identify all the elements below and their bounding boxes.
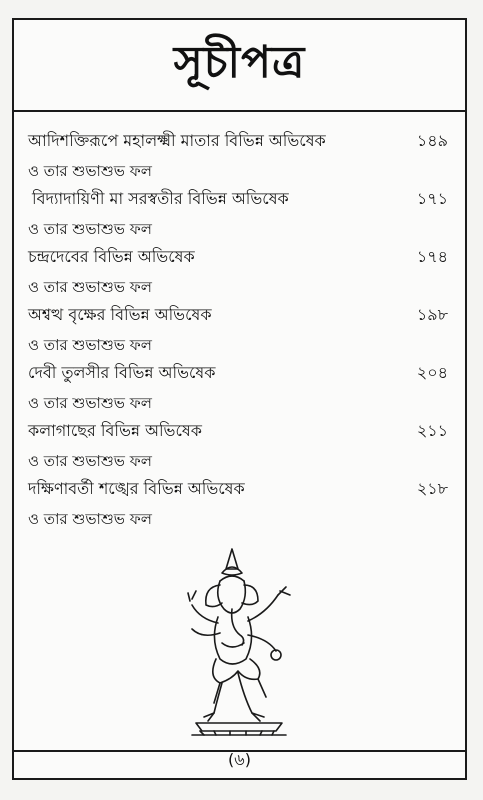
toc-entry — [28, 360, 448, 418]
toc-entry-title: অশ্বত্থ বৃক্ষের বিভিন্ন অভিষেক — [28, 305, 212, 324]
toc-entry-page: ২১৮ — [416, 479, 448, 498]
table-of-contents — [28, 120, 448, 534]
ganesha-illustration — [174, 547, 304, 747]
toc-entry — [28, 186, 448, 244]
toc-entry-subtitle: ও তার শুভাশুভ ফল — [28, 220, 152, 238]
toc-entry-title: আদিশক্তিরূপে মহালক্ষ্মী মাতার বিভিন্ন অভিষেক — [28, 131, 326, 150]
toc-entry — [28, 128, 448, 186]
title-box — [14, 20, 465, 112]
toc-entry-title: চন্দ্রদেবের বিভিন্ন অভিষেক — [28, 247, 195, 266]
toc-entry-page: ১৭৪ — [416, 247, 448, 266]
toc-entry — [28, 476, 448, 534]
toc-entry-title: দক্ষিণাবর্তী শঙ্খের বিভিন্ন অভিষেক — [28, 479, 245, 498]
toc-entry-title: বিদ্যাদায়িণী মা সরস্বতীর বিভিন্ন অভিষেক — [32, 189, 289, 208]
toc-entry — [28, 302, 448, 360]
page-number: (৬) — [228, 750, 251, 769]
toc-entry-subtitle: ও তার শুভাশুভ ফল — [28, 452, 152, 470]
toc-entry-subtitle: ও তার শুভাশুভ ফল — [28, 394, 152, 412]
toc-entry-title: দেবী তুলসীর বিভিন্ন অভিষেক — [28, 363, 216, 382]
toc-entry-subtitle: ও তার শুভাশুভ ফল — [28, 510, 152, 528]
toc-entry-page: ১৯৮ — [416, 305, 448, 324]
page-frame — [12, 18, 467, 780]
toc-entry-page: ২১১ — [416, 421, 448, 440]
toc-entry-title: কলাগাছের বিভিন্ন অভিষেক — [28, 421, 202, 440]
toc-entry-page: ১৪৯ — [416, 131, 448, 150]
page-title: সূচীপত্র — [173, 36, 306, 88]
toc-entry-subtitle: ও তার শুভাশুভ ফল — [28, 336, 152, 354]
toc-entry-page: ১৭১ — [416, 189, 448, 208]
toc-entry — [28, 244, 448, 302]
toc-entry-subtitle: ও তার শুভাশুভ ফল — [28, 162, 152, 180]
toc-entry — [28, 418, 448, 476]
toc-entry-subtitle: ও তার শুভাশুভ ফল — [28, 278, 152, 296]
toc-entry-page: ২০৪ — [416, 363, 448, 382]
